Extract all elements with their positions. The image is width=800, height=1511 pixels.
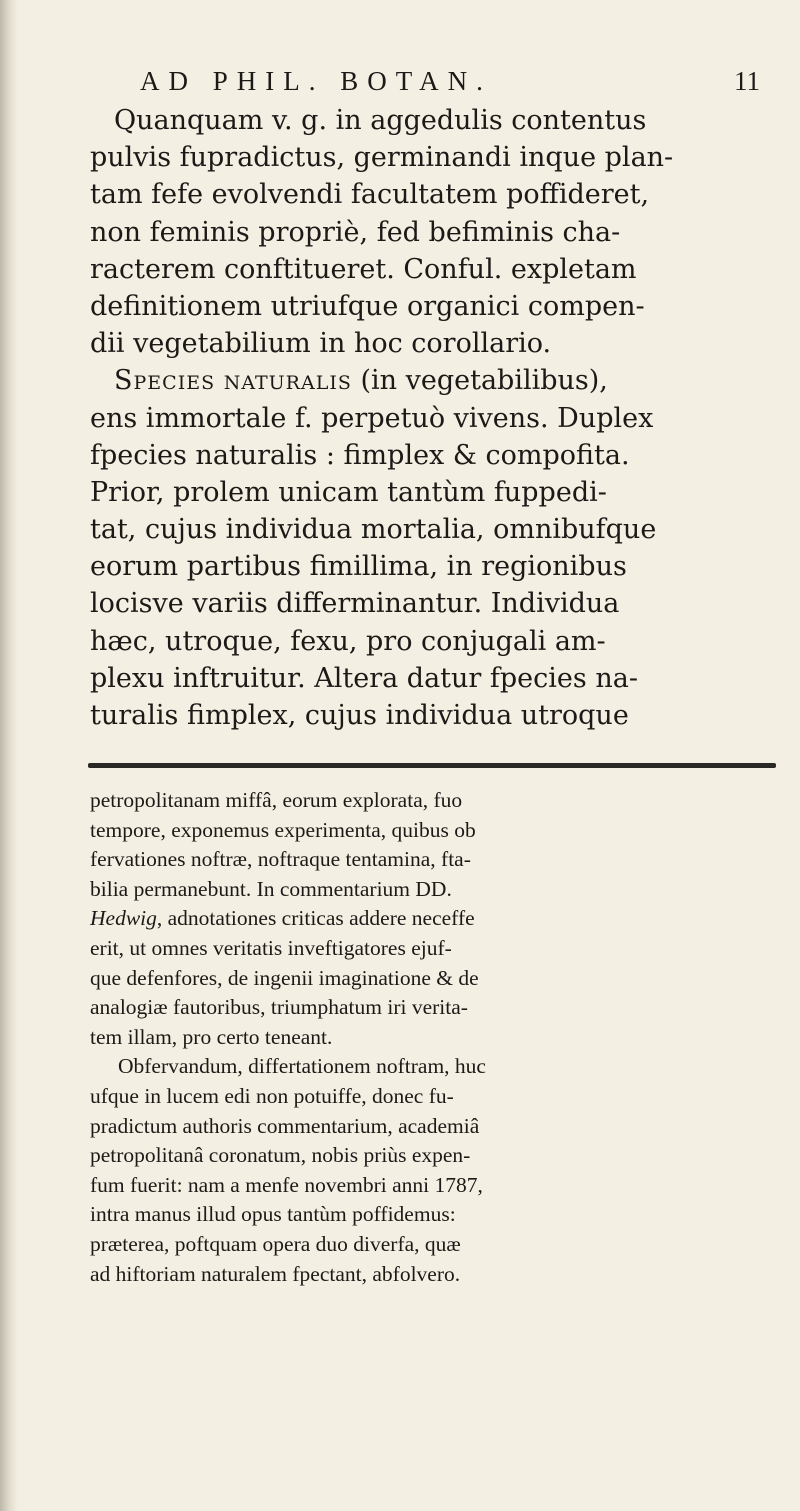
term-naturalis: naturalis (223, 365, 352, 397)
note-line-rest: , adnotationes criticas addere neceffe (156, 906, 475, 931)
note-line: tem illam, pro certo teneant. (90, 1024, 333, 1049)
note-line: petropolitanâ coronatum, nobis priùs expen- (90, 1143, 471, 1168)
note-line: intra manus illud opus tantùm poffidemus: (90, 1202, 456, 1227)
note-line: bilia permanebunt. In commentarium DD. (90, 876, 452, 901)
note-line-hedwig (90, 904, 790, 934)
running-head-title: AD PHIL. BOTAN. (140, 66, 492, 96)
note-line: analogiæ fautoribus, triumphatum iri verita- (90, 995, 468, 1020)
page-edge-shadow (0, 0, 18, 1511)
note-line: ufque in lucem edi non potuiffe, donec fu- (90, 1083, 454, 1108)
text-line: turalis fimplex, cujus individua utroque (90, 700, 629, 731)
footnote-separator-rule (88, 763, 776, 768)
footnote-text (90, 786, 790, 1289)
note-line: præterea, poftquam opera duo diverfa, quæ (90, 1231, 461, 1256)
note-line: que defenfores, de ingenii imaginatione & de (90, 965, 479, 990)
text-line: non feminis propriè, fed befiminis cha- (90, 216, 621, 248)
species-qualifier: (in vegetabilibus), (360, 365, 608, 397)
note-line: tempore, exponemus experimenta, quibus ob (90, 817, 476, 842)
note-line: petropolitanam miffâ, eorum explorata, fuo (90, 788, 463, 812)
text-line: tam fefe evolvendi facultatem poffideret, (90, 179, 650, 211)
text-line: Quanquam v. g. in aggedulis contentus (114, 105, 647, 136)
text-line: tat, cujus individua mortalia, omnibufque (90, 514, 657, 546)
author-name-hedwig: Hedwig (90, 906, 157, 931)
note-line: ad hiftoriam naturalem fpectant, abfolvero. (90, 1261, 461, 1286)
page-number: 11 (734, 66, 760, 96)
term-species: Species (114, 365, 216, 397)
text-line: pulvis fupradictus, germinandi inque plan- (90, 142, 674, 174)
text-line: definitionem utriufque organici compen- (90, 290, 645, 322)
text-line: eorum partibus fimillima, in regionibus (90, 551, 627, 583)
text-line: fpecies naturalis : fimplex & compofita. (90, 439, 630, 471)
text-line: plexu inftruitur. Altera datur fpecies na- (90, 662, 638, 694)
text-line: racterem conftitueret. Conful. expletam (90, 253, 637, 285)
note-line: Obfervandum, differtationem noftram, huc (118, 1054, 486, 1079)
running-head (140, 66, 760, 106)
text-line: hæc, utroque, fexu, pro conjugali am- (90, 625, 606, 657)
note-line: fum fuerit: nam a menfe novembri anni 1787, (90, 1172, 483, 1197)
note-line: erit, ut omnes veritatis inveftigatores ejuf- (90, 935, 452, 960)
text-line: ens immortale f. perpetuò vivens. Duplex (90, 402, 654, 434)
text-line: dii vegetabilium in hoc corollario. (90, 328, 552, 360)
text-line: locisve variis differminantur. Individua (90, 588, 620, 620)
main-text (90, 102, 780, 734)
text-line-species-heading (90, 362, 780, 399)
text-line: Prior, prolem unicam tantùm fuppedi- (90, 476, 607, 508)
note-line: pradictum authoris commentarium, academiâ (90, 1113, 480, 1138)
note-line: fervationes noftræ, noftraque tentamina, fta- (90, 847, 471, 872)
